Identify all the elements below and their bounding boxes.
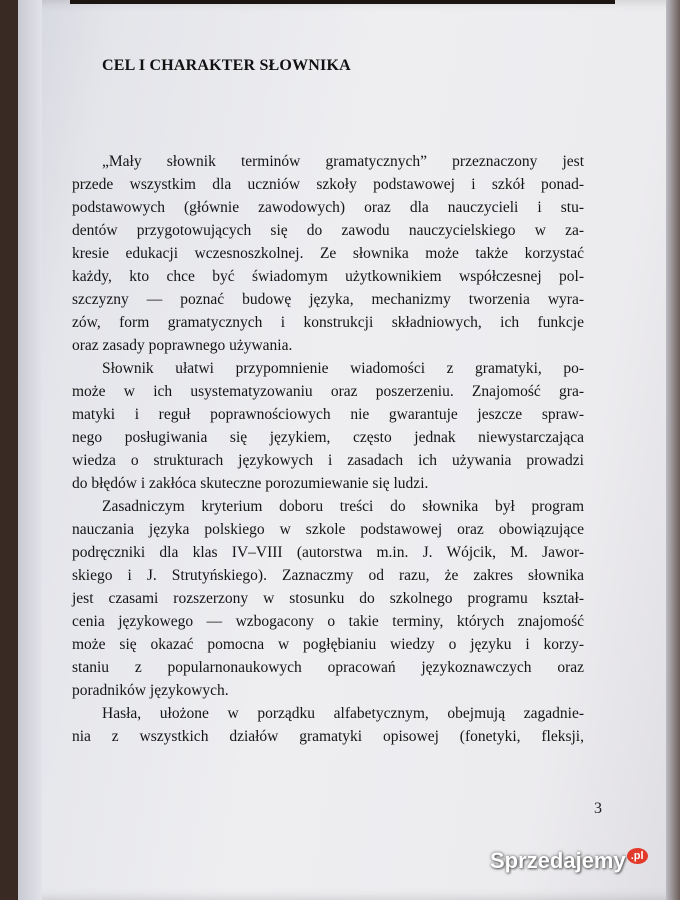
paragraph-1-line-4: dentów przygotowujących się do zawodu nauczycielskiego w za- — [72, 222, 584, 239]
paragraph-2-line-3: matyki i reguł poprawnościowych nie gwarantuje jeszcze spraw- — [72, 406, 584, 423]
paragraph-3-line-2: nauczania języka polskiego w szkole podstawowej oraz obowiązujące — [72, 521, 584, 538]
paragraph-2-line-5: wiedza o strukturach językowych i zasadach ich używania prowadzi — [72, 452, 584, 469]
paragraph-3-line-9: poradników językowych. — [72, 682, 229, 699]
watermark-badge: .pl — [627, 848, 648, 864]
paragraph-1-line-3: podstawowych (głównie zawodowych) oraz dla nauczycieli i stu- — [72, 199, 584, 216]
page-right-edge — [666, 0, 680, 900]
paragraph-2-line-4: nego posługiwania się językiem, często jednak niewystarczająca — [72, 429, 584, 446]
page-left-edge — [18, 0, 42, 900]
paragraph-2-line-6: do błędów i zakłóca skuteczne porozumiewanie się ludzi. — [72, 475, 429, 492]
watermark-text: Sprzedajemy — [490, 848, 626, 873]
paragraph-1-line-6: każdy, kto chce być świadomym użytkownikiem współczesnej pol- — [72, 268, 584, 285]
paragraph-3-line-7: może się okazać pomocna w pogłębianiu wiedzy o języku i korzy- — [72, 636, 584, 653]
paragraph-1-line-2: przede wszystkim dla uczniów szkoły podstawowej i szkół ponad- — [72, 176, 584, 193]
paragraph-3-line-3: podręczniki dla klas IV–VIII (autorstwa m.in. J. Wójcik, M. Jawor- — [72, 544, 584, 561]
paragraph-3-line-6: cenia językowego — wzbogacony o takie terminy, których znajomość — [72, 613, 584, 630]
paragraph-2-line-1: Słownik ułatwi przypomnienie wiadomości z gramatyki, po- — [102, 360, 584, 377]
sprzedajemy-watermark — [490, 848, 648, 874]
page-number: 3 — [594, 800, 602, 817]
section-heading: CEL I CHARAKTER SŁOWNIKA — [102, 57, 351, 74]
paragraph-1-line-1: „Mały słownik terminów gramatycznych” przeznaczony jest — [102, 153, 584, 170]
paragraph-4-line-1: Hasła, ułożone w porządku alfabetycznym, obejmują zagadnie- — [102, 705, 584, 722]
paragraph-1-line-9: oraz zasady poprawnego używania. — [72, 337, 293, 354]
paragraph-4-line-2: nia z wszystkich działów gramatyki opisowej (fonetyki, fleksji, — [72, 728, 584, 745]
paragraph-3-line-8: staniu z popularnonaukowych opracowań językoznawczych oraz — [72, 659, 584, 676]
paragraph-3-line-4: skiego i J. Strutyńskiego). Zaznaczmy od razu, że zakres słownika — [72, 567, 584, 584]
top-shadow-strip — [70, 0, 615, 4]
paragraph-3-line-1: Zasadniczym kryterium doboru treści do słownika był program — [102, 498, 584, 515]
body-text — [72, 150, 584, 748]
paragraph-1-line-7: szczyzny — poznać budowę języka, mechanizmy tworzenia wyra- — [72, 291, 584, 308]
paragraph-1-line-8: zów, form gramatycznych i konstrukcji składniowych, ich funkcje — [72, 314, 584, 331]
paragraph-1-line-5: kresie edukacji wczesnoszkolnej. Ze słownika może także korzystać — [72, 245, 584, 262]
paragraph-3-line-5: jest czasami rozszerzony w stosunku do szkolnego programu kształ- — [72, 590, 584, 607]
paragraph-2-line-2: może w ich usystematyzowaniu oraz poszerzeniu. Znajomość gra- — [72, 383, 584, 400]
